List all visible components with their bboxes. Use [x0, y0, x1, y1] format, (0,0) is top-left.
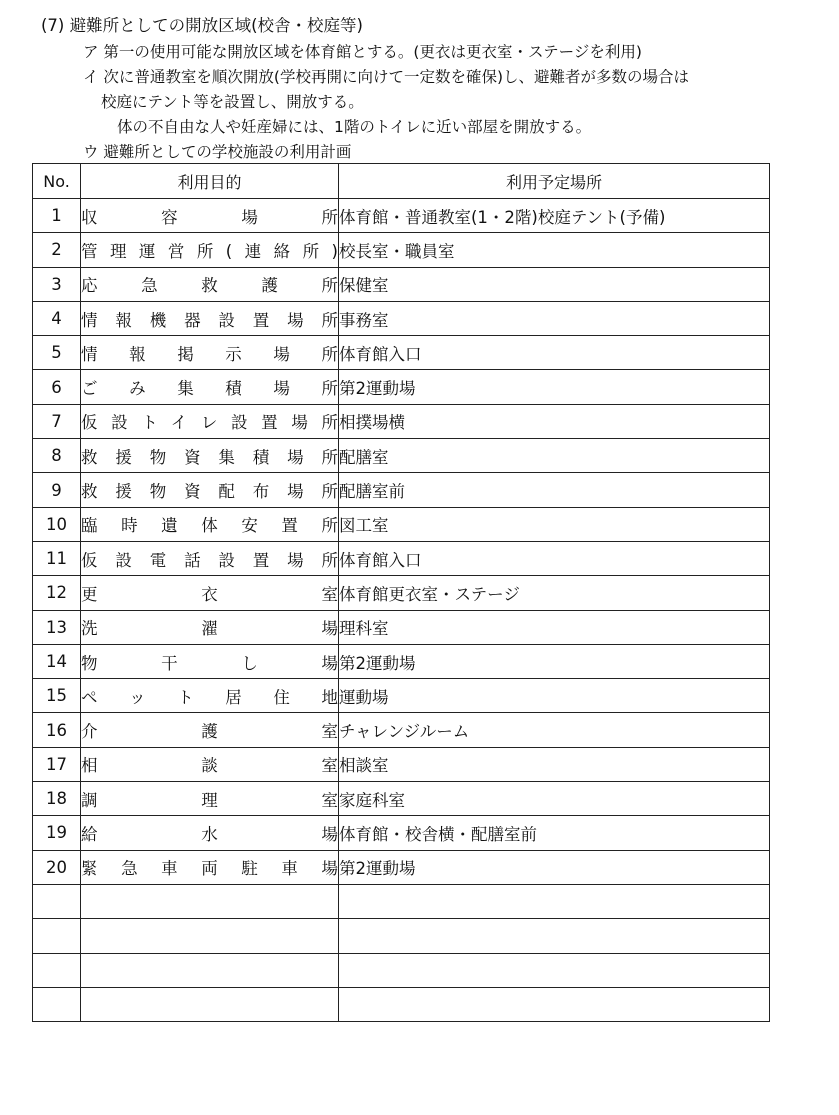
place-cell: 体育館・校舎横・配膳室前 [339, 816, 770, 850]
table-row [33, 713, 770, 747]
purpose-cell [81, 644, 339, 678]
purpose-cell [81, 439, 339, 473]
row-number: 6 [33, 370, 81, 404]
table-row [33, 233, 770, 267]
row-number [33, 884, 81, 918]
place-cell: 図工室 [339, 507, 770, 541]
table-row [33, 301, 770, 335]
place-cell: 体育館更衣室・ステージ [339, 576, 770, 610]
table-row [33, 507, 770, 541]
purpose-text: 物干し場 [81, 653, 338, 673]
purpose-text: 仮設トイレ設置場所 [81, 413, 338, 433]
purpose-cell [81, 336, 339, 370]
purpose-cell [81, 404, 339, 438]
table-row [33, 816, 770, 850]
purpose-text: ごみ集積場所 [81, 379, 338, 399]
place-cell: 理科室 [339, 610, 770, 644]
place-cell: 運動場 [339, 679, 770, 713]
purpose-text: 相談室 [81, 756, 338, 776]
purpose-cell [81, 370, 339, 404]
purpose-cell [81, 233, 339, 267]
purpose-cell [81, 987, 339, 1021]
purpose-text: 収容場所 [81, 207, 338, 227]
table-row [33, 850, 770, 884]
purpose-text: 給水場 [81, 824, 338, 844]
place-cell: 第2運動場 [339, 644, 770, 678]
place-cell [339, 919, 770, 953]
table-row [33, 439, 770, 473]
header-place: 利用予定場所 [339, 164, 770, 199]
purpose-text: ペット居住地 [81, 687, 338, 707]
purpose-text: 仮設電話設置場所 [81, 550, 338, 570]
purpose-text: 臨時遺体安置所 [81, 516, 338, 536]
place-cell: 相談室 [339, 747, 770, 781]
purpose-cell [81, 679, 339, 713]
place-cell: 第2運動場 [339, 850, 770, 884]
row-number: 1 [33, 199, 81, 233]
table-row [33, 782, 770, 816]
row-number: 17 [33, 747, 81, 781]
table-row [33, 336, 770, 370]
item-u: ウ 避難所としての学校施設の利用計画 [83, 143, 352, 161]
purpose-text: 介護室 [81, 722, 338, 742]
purpose-cell [81, 199, 339, 233]
table-row [33, 541, 770, 575]
purpose-text: 救援物資集積場所 [81, 447, 338, 467]
table-row [33, 919, 770, 953]
table-row [33, 576, 770, 610]
place-cell: チャレンジルーム [339, 713, 770, 747]
section-heading: (7) 避難所としての開放区域(校舎・校庭等) [41, 16, 363, 35]
row-number: 11 [33, 541, 81, 575]
place-cell: 校長室・職員室 [339, 233, 770, 267]
purpose-cell [81, 610, 339, 644]
row-number [33, 953, 81, 987]
table-row [33, 370, 770, 404]
row-number: 18 [33, 782, 81, 816]
place-cell: 配膳室前 [339, 473, 770, 507]
row-number: 20 [33, 850, 81, 884]
table-row [33, 473, 770, 507]
item-i-line3: 体の不自由な人や妊産婦には、1階のトイレに近い部屋を開放する。 [117, 118, 592, 136]
purpose-cell [81, 713, 339, 747]
table-row [33, 199, 770, 233]
row-number: 14 [33, 644, 81, 678]
place-cell: 相撲場横 [339, 404, 770, 438]
item-i-line1: イ 次に普通教室を順次開放(学校再開に向けて一定数を確保)し、避難者が多数の場合は [83, 68, 690, 86]
purpose-cell [81, 884, 339, 918]
purpose-cell [81, 473, 339, 507]
place-cell [339, 953, 770, 987]
place-cell: 第2運動場 [339, 370, 770, 404]
table-row [33, 267, 770, 301]
row-number: 16 [33, 713, 81, 747]
row-number: 10 [33, 507, 81, 541]
table-row [33, 404, 770, 438]
row-number: 3 [33, 267, 81, 301]
row-number [33, 987, 81, 1021]
purpose-text: 管理運営所(連絡所) [81, 241, 338, 261]
table-row [33, 679, 770, 713]
purpose-cell [81, 782, 339, 816]
row-number: 5 [33, 336, 81, 370]
table-row [33, 884, 770, 918]
purpose-text: 洗濯場 [81, 619, 338, 639]
purpose-cell [81, 507, 339, 541]
row-number: 8 [33, 439, 81, 473]
purpose-text: 情報掲示場所 [81, 344, 338, 364]
place-cell: 体育館入口 [339, 336, 770, 370]
row-number: 7 [33, 404, 81, 438]
place-cell: 体育館・普通教室(1・2階)校庭テント(予備) [339, 199, 770, 233]
header-no: No. [33, 164, 81, 199]
header-purpose: 利用目的 [81, 164, 339, 199]
place-cell [339, 884, 770, 918]
row-number: 15 [33, 679, 81, 713]
table-row [33, 644, 770, 678]
purpose-cell [81, 301, 339, 335]
purpose-text: 調理室 [81, 790, 338, 810]
purpose-text: 救援物資配布場所 [81, 482, 338, 502]
purpose-text: 応急救護所 [81, 276, 338, 296]
table-row [33, 953, 770, 987]
row-number [33, 919, 81, 953]
purpose-cell [81, 953, 339, 987]
table-row [33, 987, 770, 1021]
purpose-cell [81, 576, 339, 610]
purpose-cell [81, 267, 339, 301]
row-number: 2 [33, 233, 81, 267]
purpose-cell [81, 541, 339, 575]
purpose-cell [81, 816, 339, 850]
place-cell: 配膳室 [339, 439, 770, 473]
place-cell: 事務室 [339, 301, 770, 335]
table-row [33, 747, 770, 781]
row-number: 9 [33, 473, 81, 507]
purpose-cell [81, 850, 339, 884]
table-header-row [33, 164, 770, 199]
place-cell: 家庭科室 [339, 782, 770, 816]
facility-usage-table [32, 163, 770, 1022]
place-cell: 保健室 [339, 267, 770, 301]
item-i-line2: 校庭にテント等を設置し、開放する。 [101, 93, 364, 111]
row-number: 13 [33, 610, 81, 644]
purpose-cell [81, 919, 339, 953]
item-a: ア 第一の使用可能な開放区域を体育館とする。(更衣は更衣室・ステージを利用) [83, 43, 642, 61]
table-row [33, 610, 770, 644]
purpose-text: 緊急車両駐車場 [81, 859, 338, 879]
row-number: 4 [33, 301, 81, 335]
row-number: 12 [33, 576, 81, 610]
place-cell [339, 987, 770, 1021]
row-number: 19 [33, 816, 81, 850]
purpose-text: 情報機器設置場所 [81, 310, 338, 330]
purpose-text: 更衣室 [81, 584, 338, 604]
purpose-cell [81, 747, 339, 781]
place-cell: 体育館入口 [339, 541, 770, 575]
